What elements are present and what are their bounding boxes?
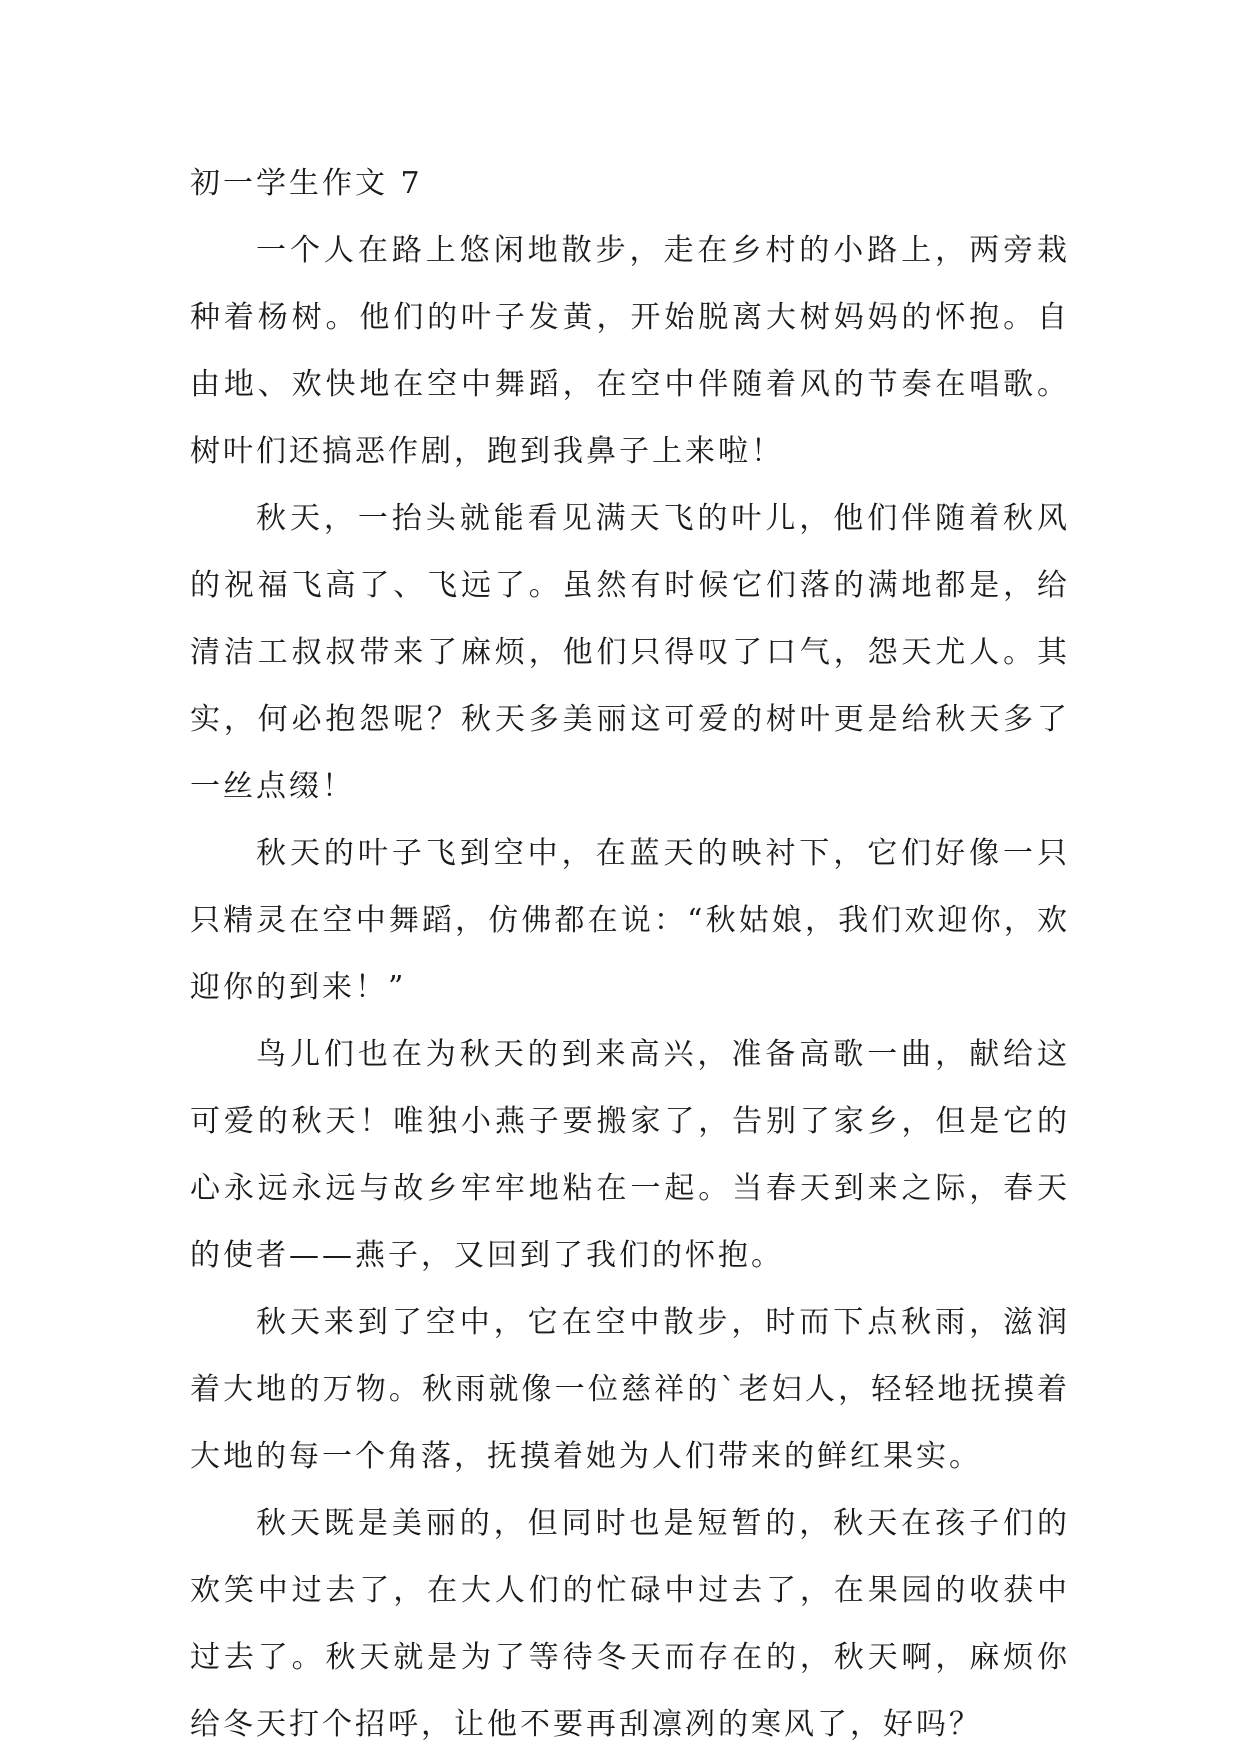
paragraph-6: 秋天既是美丽的，但同时也是短暂的，秋天在孩子们的欢笑中过去了，在大人们的忙碌中过去了，在果园的收获中过去了。秋天就是为了等待冬天而存在的，秋天啊，麻烦你给冬天打个招呼，让他不要再刮凛冽的寒风了，好吗？: [190, 1506, 1070, 1742]
paragraph-1: 一个人在路上悠闲地散步，走在乡村的小路上，两旁栽种着杨树。他们的叶子发黄，开始脱离大树妈妈的怀抱。自由地、欢快地在空中舞蹈，在空中伴随着风的节奏在唱歌。树叶们还搞恶作剧，跑到我鼻子上来啦！: [190, 233, 1070, 469]
document-body: [190, 150, 1070, 1758]
paragraph-4: 鸟儿们也在为秋天的到来高兴，准备高歌一曲，献给这可爱的秋天！唯独小燕子要搬家了，告别了家乡，但是它的心永远永远与故乡牢牢地粘在一起。当春天到来之际，春天的使者——燕子，又回到了我们的怀抱。: [190, 1037, 1070, 1273]
document-title: 初一学生作文 7: [190, 166, 423, 201]
paragraph-5: 秋天来到了空中，它在空中散步，时而下点秋雨，滋润着大地的万物。秋雨就像一位慈祥的`老妇人，轻轻地抚摸着大地的每一个角落，抚摸着她为人们带来的鲜红果实。: [190, 1305, 1070, 1474]
paragraph-2: 秋天，一抬头就能看见满天飞的叶儿，他们伴随着秋风的祝福飞高了、飞远了。虽然有时候它们落的满地都是，给清洁工叔叔带来了麻烦，他们只得叹了口气，怨天尤人。其实，何必抱怨呢？秋天多美丽这可爱的树叶更是给秋天多了一丝点缀！: [190, 501, 1070, 804]
paragraph-3: 秋天的叶子飞到空中，在蓝天的映衬下，它们好像一只只精灵在空中舞蹈，仿佛都在说：“秋姑娘，我们欢迎你，欢迎你的到来！”: [190, 836, 1070, 1005]
